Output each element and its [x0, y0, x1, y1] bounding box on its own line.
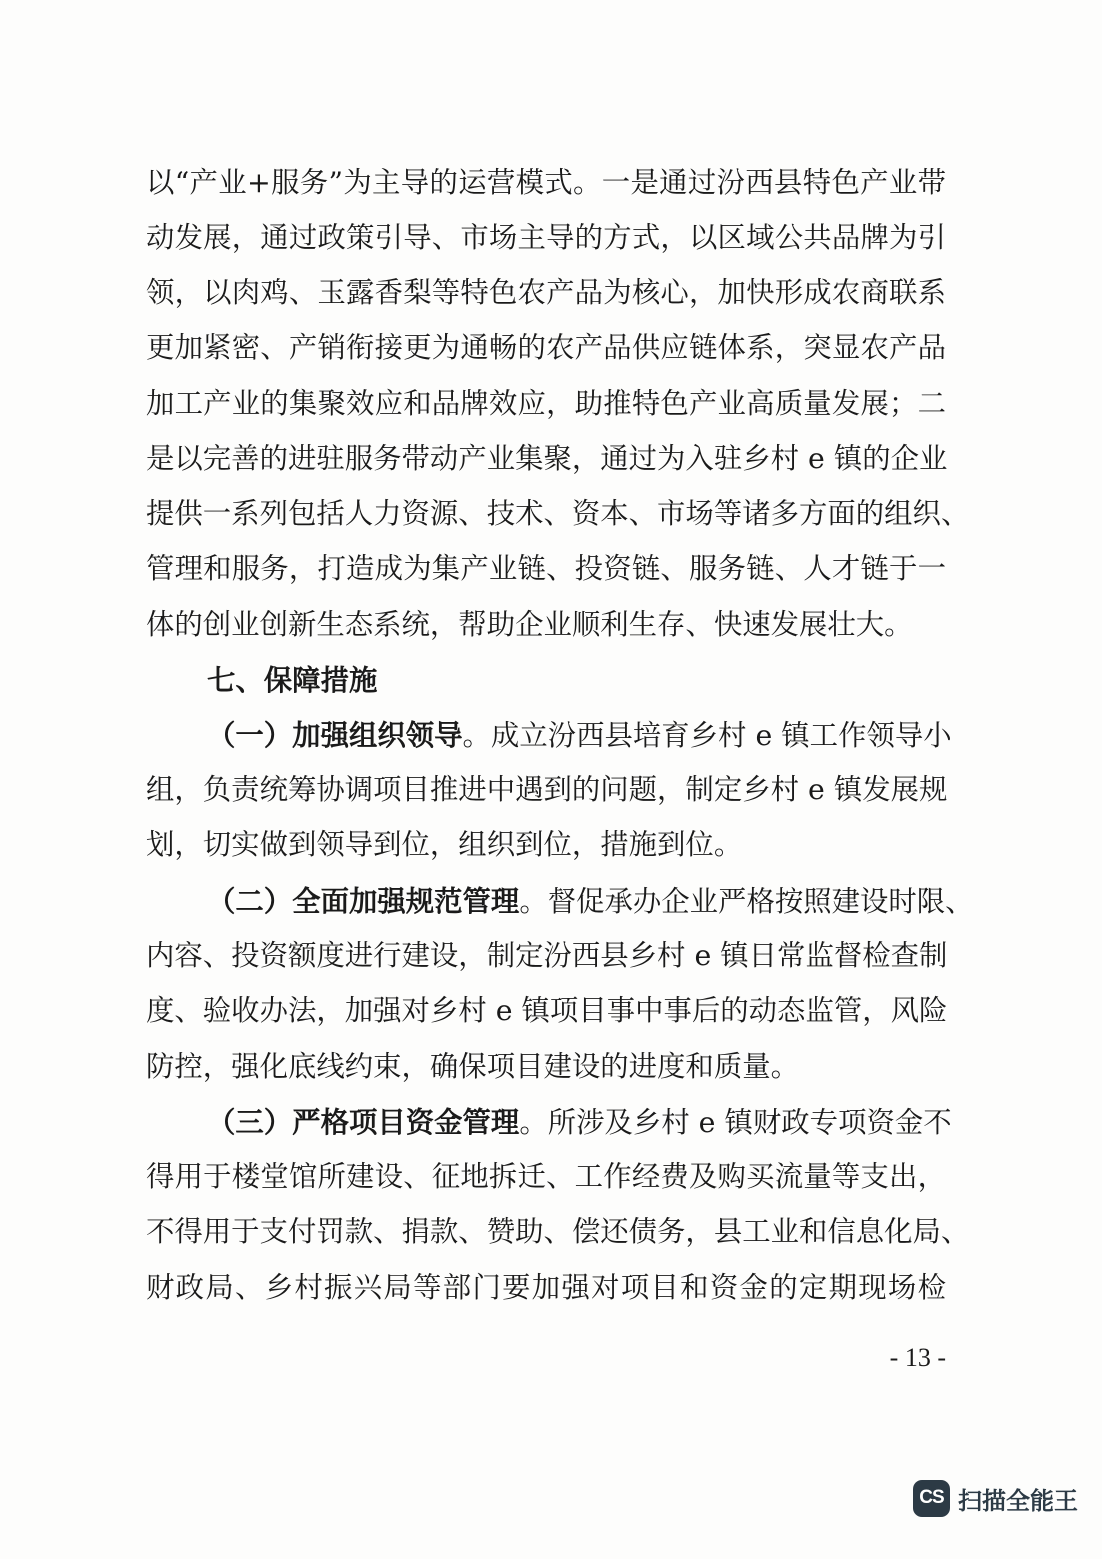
item-first-line	[207, 1102, 952, 1142]
scanner-app-name: 扫描全能王	[958, 1486, 1078, 1515]
item-text: 。所涉及乡村 e 镇财政专项资金不	[519, 1106, 952, 1139]
item-text: 。督促承办企业严格按照建设时限、	[519, 885, 974, 918]
item-lead: （一）加强组织领导	[207, 718, 463, 752]
body-text-line: 管理和服务，打造成为集产业链、投资链、服务链、人才链于一	[146, 552, 946, 585]
body-text-line: 得用于楼堂馆所建设、征地拆迁、工作经费及购买流量等支出，	[146, 1160, 946, 1193]
body-text-line: 是以完善的进驻服务带动产业集聚，通过为入驻乡村 e 镇的企业	[146, 442, 948, 475]
body-text-line: 内容、投资额度进行建设，制定汾西县乡村 e 镇日常监督检查制	[146, 939, 948, 972]
page-number: - 13 -	[889, 1343, 946, 1372]
body-text-line: 更加紧密、产销衔接更为通畅的农产品供应链体系，突显农产品	[146, 331, 946, 364]
item-text: 。成立汾西县培育乡村 e 镇工作领导小	[462, 719, 952, 752]
body-text-line: 度、验收办法，加强对乡村 e 镇项目事中事后的动态监管，风险	[146, 994, 948, 1027]
body-text-line: 不得用于支付罚款、捐款、赞助、偿还债务，县工业和信息化局、	[146, 1215, 970, 1248]
camscanner-logo-icon: CS	[913, 1480, 950, 1517]
body-text-line: 领，以肉鸡、玉露香梨等特色农产品为核心，加快形成农商联系	[146, 276, 946, 309]
body-text-line: 加工产业的集聚效应和品牌效应，助推特色产业高质量发展；二	[146, 387, 946, 420]
item-first-line	[207, 715, 952, 755]
section-heading: 七、保障措施	[207, 663, 378, 697]
item-lead: （三）严格项目资金管理	[207, 1105, 520, 1139]
body-text-line: 提供一系列包括人力资源、技术、资本、市场等诸多方面的组织、	[146, 497, 970, 530]
body-text-line: 财政局、乡村振兴局等部门要加强对项目和资金的定期现场检	[146, 1271, 946, 1304]
scanner-watermark	[913, 1478, 1078, 1518]
item-first-line	[207, 881, 974, 921]
body-text-line: 划，切实做到领导到位，组织到位，措施到位。	[146, 828, 743, 861]
body-text-line: 组，负责统筹协调项目推进中遇到的问题，制定乡村 e 镇发展规	[146, 773, 948, 806]
body-text-line: 防控，强化底线约束，确保项目建设的进度和质量。	[146, 1050, 799, 1083]
body-text-line: 以“产业+服务”为主导的运营模式。一是通过汾西县特色产业带	[146, 166, 946, 199]
body-text-line: 体的创业创新生态系统，帮助企业顺利生存、快速发展壮大。	[146, 608, 913, 641]
body-text-line: 动发展，通过政策引导、市场主导的方式，以区域公共品牌为引	[146, 221, 946, 254]
item-lead: （二）全面加强规范管理	[207, 884, 520, 918]
